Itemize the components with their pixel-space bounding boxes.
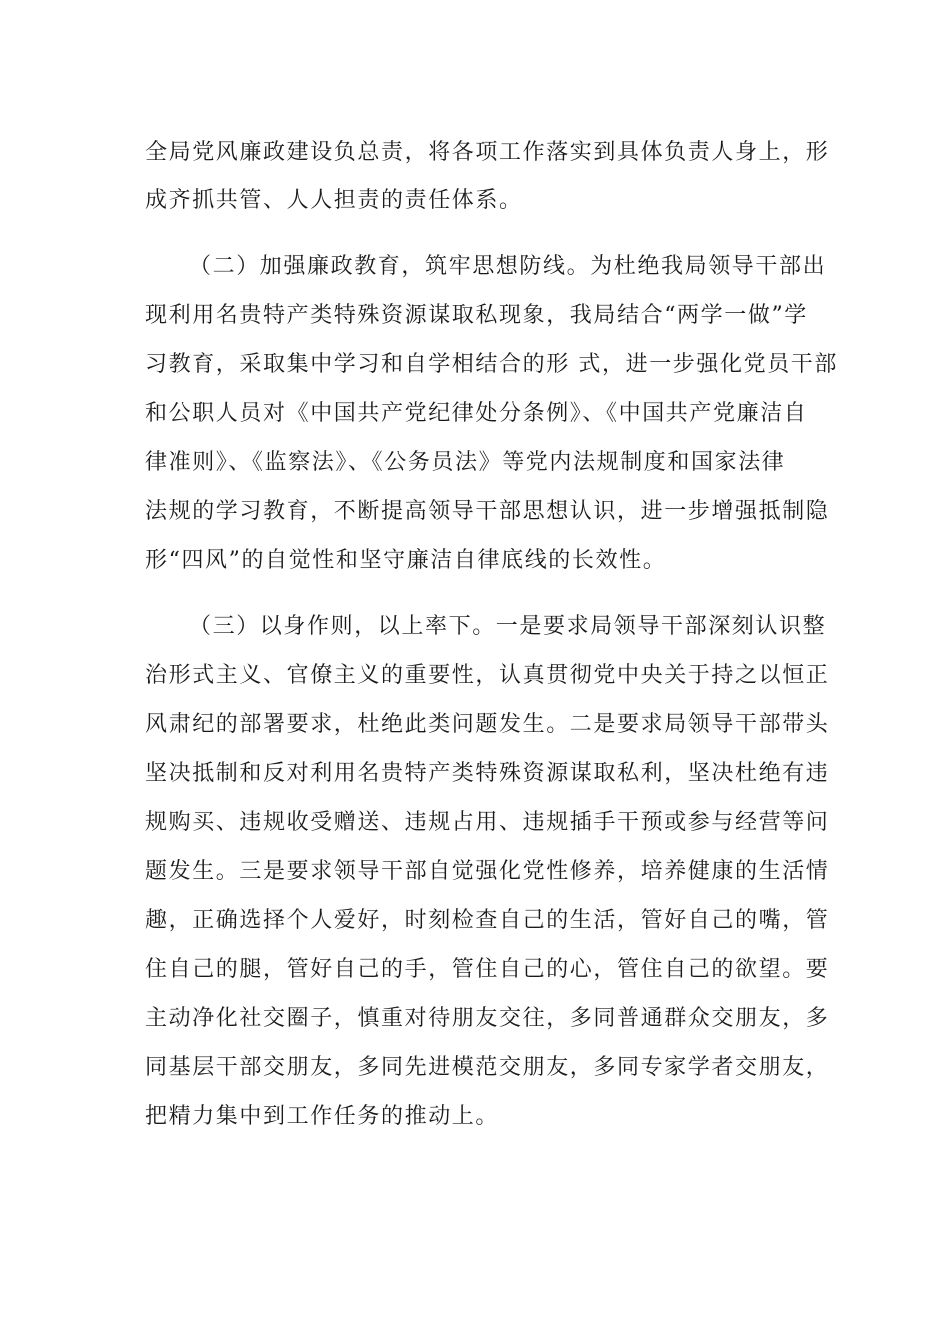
text-line: 和公职人员对《中国共产党纪律处分条例》、《中国共产党廉洁自 <box>145 401 808 426</box>
text-line: （三）以身作则，以上率下。一是要求局领导干部深刻认识整 <box>189 614 827 639</box>
text-line: 规购买、违规收受赠送、违规占用、违规插手干预或参与经营等问 <box>145 810 830 835</box>
text-line: 风肃纪的部署要求，杜绝此类问题发生。二是要求局领导干部带头 <box>145 712 830 737</box>
text-line: 律准则》、《监察法》、《公务员法》等党内法规制度和国家法律 <box>145 450 786 475</box>
text-line: 法规的学习教育，不断提高领导干部思想认识，进一步增强抵制隐 <box>145 499 830 524</box>
text-line: 坚决抵制和反对利用名贵特产类特殊资源谋取私利，坚决杜绝有违 <box>145 761 830 786</box>
text-line: 全局党风廉政建设负总责，将各项工作落实到具体负责人身上，形 <box>145 140 830 165</box>
text-line: 同基层干部交朋友，多同先进模范交朋友，多同专家学者交朋友， <box>145 1055 830 1080</box>
text-line: 治形式主义、官僚主义的重要性，认真贯彻党中央关于持之以恒正 <box>145 663 830 688</box>
text-line: 形“四风”的自觉性和坚守廉洁自律底线的长效性。 <box>145 548 667 573</box>
text-line: 趣，正确选择个人爱好，时刻检查自己的生活，管好自己的嘴，管 <box>145 908 830 933</box>
text-line: 把精力集中到工作任务的推动上。 <box>145 1104 500 1129</box>
text-line: 题发生。三是要求领导干部自觉强化党性修养，培养健康的生活情 <box>145 859 830 884</box>
text-line: 住自己的腿，管好自己的手，管住自己的心，管住自己的欲望。要 <box>145 957 830 982</box>
text-line: （二）加强廉政教育，筑牢思想防线。为杜绝我局领导干部出 <box>189 254 827 279</box>
text-line: 习教育，采取集中学习和自学相结合的形 式，进一步强化党员干部 <box>145 352 838 377</box>
text-line: 主动净化社交圈子，慎重对待朋友交往，多同普通群众交朋友，多 <box>145 1006 830 1031</box>
text-line: 现利用名贵特产类特殊资源谋取私现象，我局结合“两学一做”学 <box>145 303 808 328</box>
text-line: 成齐抓共管、人人担责的责任体系。 <box>145 188 523 213</box>
